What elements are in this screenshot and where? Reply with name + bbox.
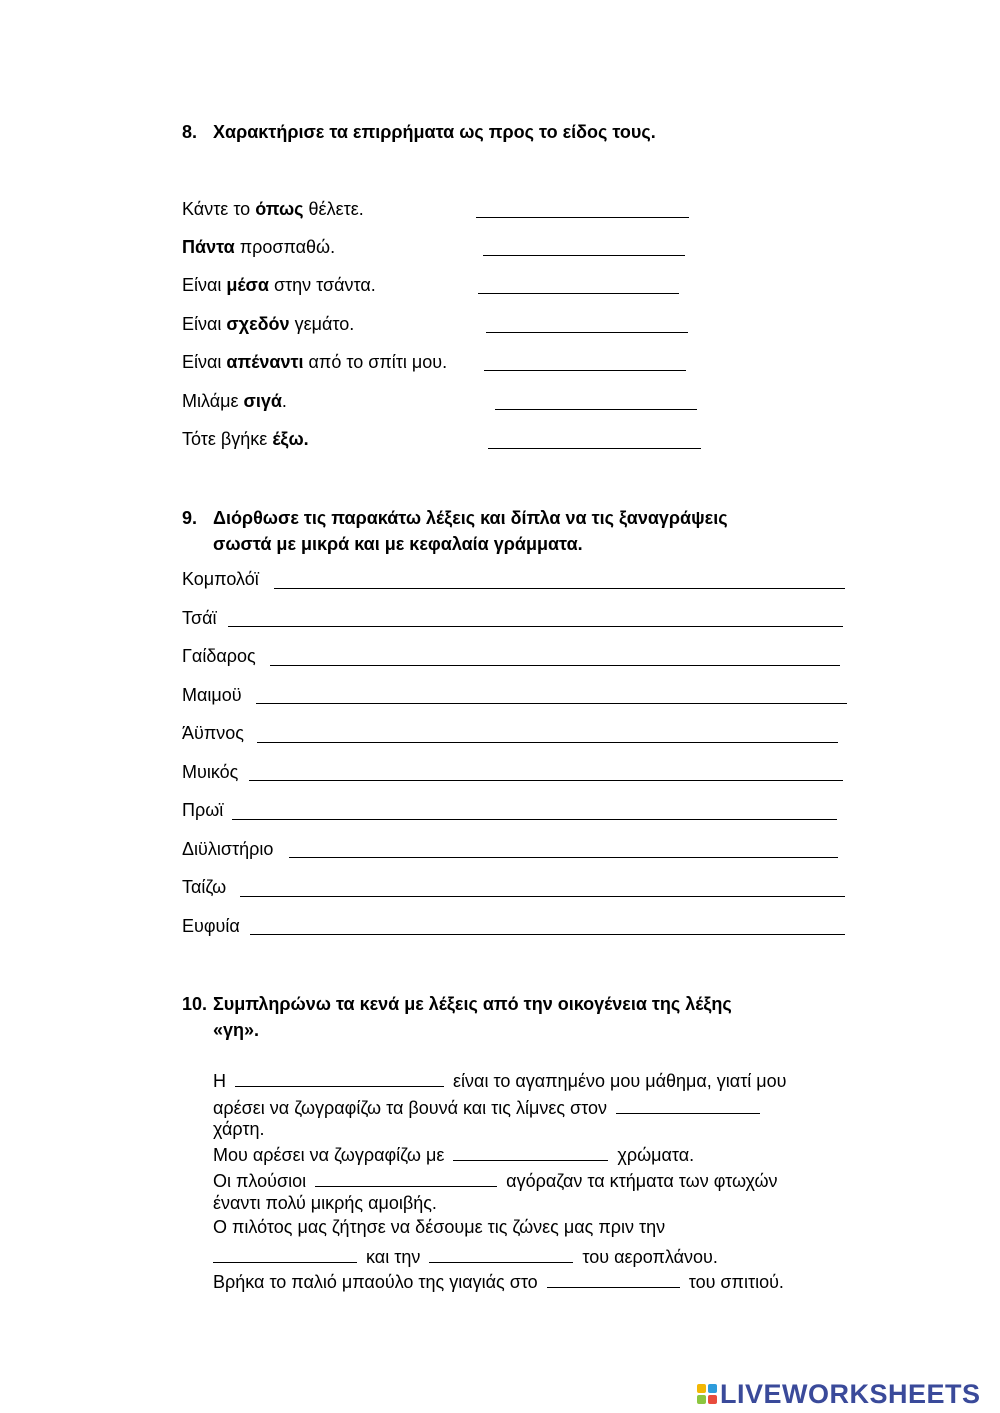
- q9-answer-line[interactable]: [289, 857, 838, 858]
- q10-title: [182, 991, 732, 1017]
- q8-row-text: από το σπίτι μου.: [303, 352, 448, 372]
- q8-adverb: απέναντι: [226, 352, 304, 372]
- q8-row-text: Τότε βγήκε: [182, 429, 273, 449]
- q8-answer-line[interactable]: [486, 332, 688, 333]
- q8-adverb: Πάντα: [182, 237, 235, 257]
- q8-row: [182, 275, 376, 296]
- q10-text: και την: [366, 1247, 421, 1267]
- q10-sentence: [213, 1095, 760, 1119]
- q10-sentence: [213, 1068, 787, 1092]
- q10-blank[interactable]: [235, 1068, 444, 1087]
- q8-row-text: γεμάτο.: [289, 314, 355, 334]
- q10-blank[interactable]: [315, 1168, 497, 1187]
- q8-row-text: θέλετε.: [303, 199, 364, 219]
- q8-answer-line[interactable]: [483, 255, 685, 256]
- q10-title-line2: «γη».: [213, 1020, 260, 1040]
- q8-answer-line[interactable]: [488, 448, 701, 449]
- q9-title-line1: Διόρθωσε τις παρακάτω λέξεις και δίπλα να τις ξαναγράψεις: [213, 508, 728, 528]
- q10-blank[interactable]: [453, 1142, 608, 1161]
- q10-text: του αεροπλάνου.: [582, 1247, 718, 1267]
- q8-row-text: στην τσάντα.: [268, 275, 376, 295]
- q10-text: είναι το αγαπημένο μου μάθημα, γιατί μου: [453, 1071, 787, 1091]
- q10-text: Μου αρέσει να ζωγραφίζω με: [213, 1145, 445, 1165]
- q8-adverb: μέσα: [226, 275, 269, 295]
- q8-row: [182, 352, 447, 373]
- q8-row: [182, 314, 354, 335]
- q10-blank[interactable]: [429, 1244, 573, 1263]
- q9-word: Πρωϊ: [182, 800, 224, 820]
- q10-text: χρώματα.: [617, 1145, 695, 1165]
- q8-answer-line[interactable]: [484, 370, 686, 371]
- q8-row-text: Είναι: [182, 275, 227, 295]
- q8-row: [182, 237, 335, 258]
- q10-sentence: [213, 1269, 784, 1293]
- q8-row-text: Μιλάμε: [182, 391, 244, 411]
- q10-text: Η: [213, 1071, 226, 1091]
- logo-square: [708, 1395, 717, 1404]
- q9-word: Τσάϊ: [182, 608, 217, 628]
- q10-blank[interactable]: [616, 1095, 760, 1114]
- q8-adverb: σχεδόν: [226, 314, 290, 334]
- q10-blank[interactable]: [213, 1244, 357, 1263]
- q9-word: Ευφυία: [182, 916, 240, 936]
- q8-answer-line[interactable]: [478, 293, 679, 294]
- q8-row: [182, 429, 309, 450]
- logo-square: [697, 1384, 706, 1393]
- q9-word: Μυικός: [182, 762, 239, 782]
- liveworksheets-logo[interactable]: [697, 1377, 995, 1411]
- q10-number: 10.: [182, 994, 208, 1014]
- q8-row-text: Κάντε το: [182, 199, 256, 219]
- q10-text: του σπιτιού.: [688, 1272, 784, 1292]
- q9-answer-line[interactable]: [249, 780, 843, 781]
- q9-number: 9.: [182, 508, 198, 528]
- q8-row: [182, 199, 364, 220]
- q8-adverb: όπως: [255, 199, 304, 219]
- logo-square: [697, 1395, 706, 1404]
- q10-text: αγόραζαν τα κτήματα των φτωχών: [506, 1171, 778, 1191]
- q9-word: Γαίδαρος: [182, 646, 256, 666]
- q9-word: Κομπολόϊ: [182, 569, 259, 589]
- q8-title: [182, 119, 656, 145]
- logo-square: [708, 1384, 717, 1393]
- q9-answer-line[interactable]: [257, 742, 838, 743]
- q8-answer-line[interactable]: [495, 409, 697, 410]
- q10-text: αρέσει να ζωγραφίζω τα βουνά και τις λίμνες στον: [213, 1098, 607, 1118]
- q9-answer-line[interactable]: [274, 588, 845, 589]
- q9-word: Ταίζω: [182, 877, 227, 897]
- q9-answer-line[interactable]: [256, 703, 847, 704]
- q8-adverb: έξω.: [272, 429, 309, 449]
- q8-title-text: Χαρακτήρισε τα επιρρήματα ως προς το είδος τους.: [213, 122, 656, 142]
- q9-answer-line[interactable]: [240, 896, 845, 897]
- q10-text: χάρτη.: [213, 1119, 265, 1139]
- q9-answer-line[interactable]: [232, 819, 837, 820]
- q9-title-line2: σωστά με μικρά και με κεφαλαία γράμματα.: [213, 534, 583, 554]
- q8-row-text: Είναι: [182, 352, 227, 372]
- q10-text: Οι πλούσιοι: [213, 1171, 307, 1191]
- q9-word: Διϋλιστήριο: [182, 839, 274, 859]
- q10-text: έναντι πολύ μικρής αμοιβής.: [213, 1193, 437, 1213]
- q8-row-text: προσπαθώ.: [234, 237, 336, 257]
- q8-row: [182, 391, 287, 412]
- q8-row-text: .: [281, 391, 287, 411]
- q8-answer-line[interactable]: [476, 217, 689, 218]
- q9-answer-line[interactable]: [270, 665, 840, 666]
- logo-text: LIVEWORKSHEETS: [720, 1378, 981, 1409]
- logo-mark-icon: [697, 1384, 717, 1404]
- q8-row-text: Είναι: [182, 314, 227, 334]
- q8-adverb: σιγά: [243, 391, 282, 411]
- q10-sentence: [213, 1244, 718, 1268]
- q10-text: Ο πιλότος μας ζήτησε να δέσουμε τις ζώνες μας πριν την: [213, 1217, 666, 1237]
- q10-sentence: [213, 1142, 694, 1166]
- q9-word: Μαιμοϋ: [182, 685, 242, 705]
- q10-sentence: [213, 1168, 778, 1192]
- q9-title: [182, 505, 728, 531]
- q9-answer-line[interactable]: [228, 626, 843, 627]
- q10-blank[interactable]: [547, 1269, 680, 1288]
- q9-word: Άϋπνος: [182, 723, 244, 743]
- q10-text: Βρήκα το παλιό μπαούλο της γιαγιάς στο: [213, 1272, 538, 1292]
- q10-title-line1: Συμπληρώνω τα κενά με λέξεις από την οικογένεια της λέξης: [213, 994, 732, 1014]
- q9-answer-line[interactable]: [250, 934, 845, 935]
- q8-number: 8.: [182, 122, 198, 142]
